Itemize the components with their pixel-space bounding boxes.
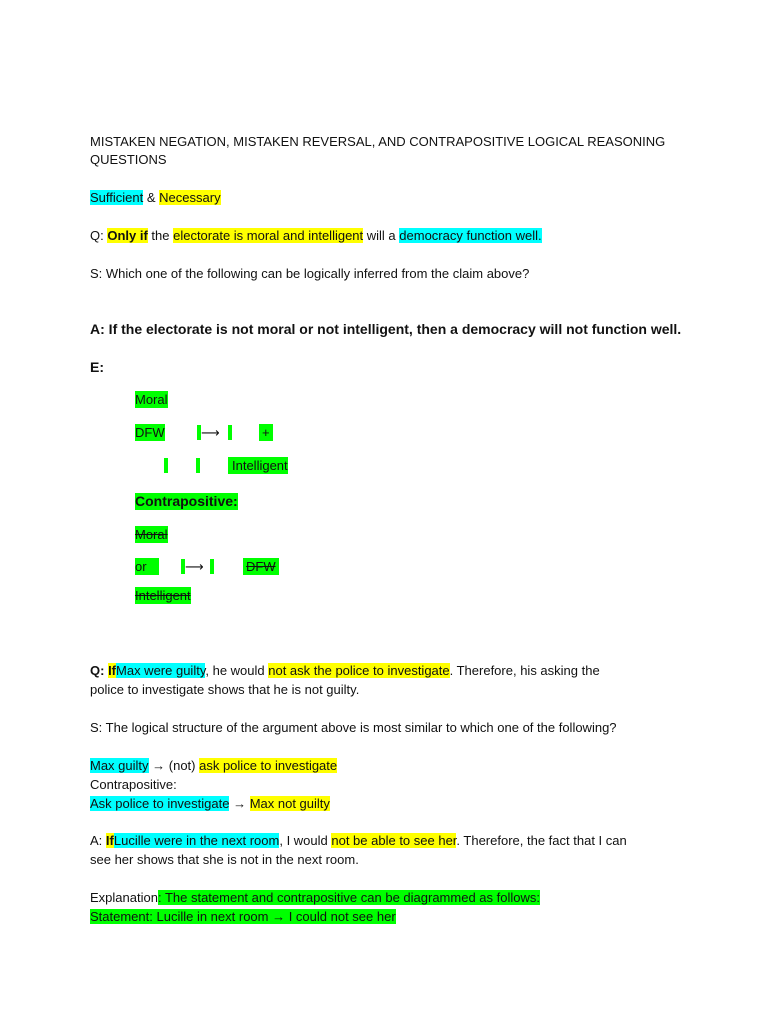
q2-diagram-contrapositive-label: Contrapositive: <box>90 777 177 792</box>
a2-necessary: not be able to see her <box>331 833 457 848</box>
diagram-plus: + <box>259 424 273 441</box>
legend-necessary: Necessary <box>159 190 221 205</box>
diagram-bar <box>210 559 214 574</box>
a2-mid: , I would <box>279 833 332 848</box>
q1-prefix: Q: <box>90 228 108 243</box>
q2-if: If <box>108 663 117 678</box>
diagram-contrapositive: Contrapositive: <box>135 493 238 509</box>
explanation-line1 <box>90 888 540 907</box>
q2-mid: , he would <box>205 663 269 678</box>
doc-title-line2: QUESTIONS <box>90 152 167 167</box>
diagram-bar <box>196 458 200 473</box>
diagram-bar <box>228 425 232 440</box>
stem-2: S: The logical structure of the argument above is most similar to which one of the following? <box>90 720 617 735</box>
q2-sufficient: Max were guilty <box>116 663 206 678</box>
q2d-ask-police: ask police to investigate <box>199 758 338 773</box>
a2-sufficient: Lucille were in the next room <box>113 833 280 848</box>
a2-if: If <box>105 833 114 848</box>
q2d-max-not-guilty: Max not guilty <box>249 796 330 811</box>
a2-rest: . Therefore, the fact that I can <box>456 833 627 848</box>
legend-amp: & <box>143 190 160 205</box>
diagram-c-moral: Moral <box>135 527 168 542</box>
diagram-moral: Moral <box>135 392 168 407</box>
diagram-bar <box>164 458 168 473</box>
stem-1: S: Which one of the following can be logically inferred from the claim above? <box>90 266 530 281</box>
q1-the: the <box>147 228 174 243</box>
explanation-label: Explanation <box>90 890 158 905</box>
explanation-label-e: E: <box>90 359 104 375</box>
question-2-line2: police to investigate shows that he is not guilty. <box>90 682 360 697</box>
q2d-ask-police2: Ask police to investigate <box>90 796 230 811</box>
q2d-max-guilty: Max guilty <box>90 758 149 773</box>
question-1 <box>90 226 542 245</box>
diagram-c-or: or <box>135 558 159 575</box>
answer-2-line2: see her shows that she is not in the next room. <box>90 852 359 867</box>
q2-diagram-statement <box>90 756 337 775</box>
q1-only-if: Only if <box>107 228 148 243</box>
doc-title-line1: MISTAKEN NEGATION, MISTAKEN REVERSAL, AND CONTRAPOSITIVE LOGICAL REASONING <box>90 134 666 149</box>
explanation-text2: Statement: Lucille in next room → I could not see her <box>90 909 396 924</box>
a1-text: : If the electorate is not moral or not intelligent, then a democracy will not function well. <box>100 321 682 337</box>
q2-rest: . Therefore, his asking the <box>449 663 600 678</box>
explanation-line2 <box>90 907 396 926</box>
q2-necessary: not ask the police to investigate <box>268 663 450 678</box>
q1-necessary: electorate is moral and intelligent <box>173 228 364 243</box>
diagram-intelligent: Intelligent <box>228 457 288 474</box>
diagram-arrow: ⟶ <box>201 425 220 440</box>
q2-prefix: Q: <box>90 663 109 678</box>
answer-2-line1 <box>90 831 627 850</box>
q1-sufficient: democracy function well. <box>399 228 542 243</box>
a2-prefix: A: <box>90 833 106 848</box>
a1-prefix: A <box>90 321 101 337</box>
q1-will-a: will a <box>363 228 400 243</box>
diagram-c-arrow: ⟶ <box>185 559 204 574</box>
q2d-arrow: → <box>229 796 250 811</box>
diagram-c-intelligent: Intelligent <box>135 588 191 603</box>
q2-diagram-contrapositive <box>90 794 330 813</box>
q2d-arrow-not: → (not) <box>148 758 200 773</box>
question-2-line1 <box>90 661 600 680</box>
answer-1 <box>90 320 681 339</box>
diagram-c-dfw: DFW <box>243 558 279 575</box>
legend-sufficient: Sufficient <box>90 190 144 205</box>
diagram-dfw: DFW <box>135 425 165 440</box>
explanation-text1: : The statement and contrapositive can be diagrammed as follows: <box>157 890 540 905</box>
legend <box>90 188 221 207</box>
